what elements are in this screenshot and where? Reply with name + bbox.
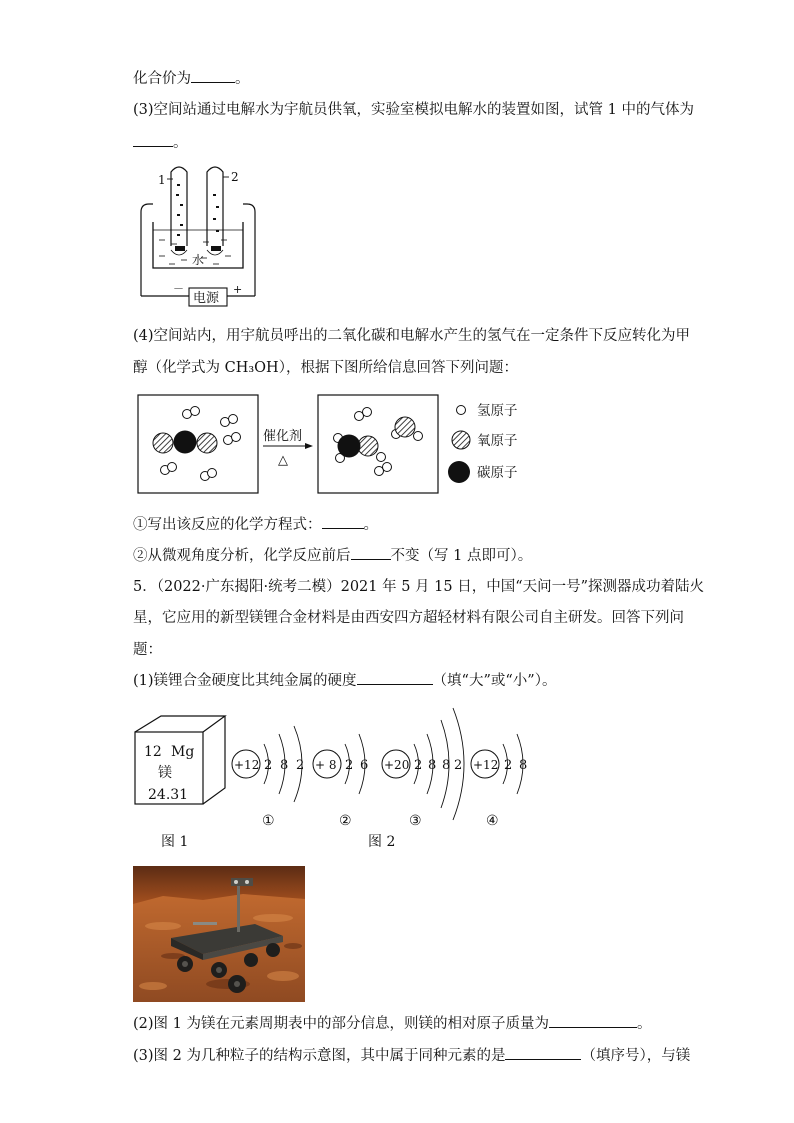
- figure-1-caption: 图 1: [161, 834, 189, 850]
- legend-oxygen: 氧原子: [477, 433, 518, 449]
- shell-electrons: 2: [454, 758, 463, 773]
- atomic-structure-figure: [133, 700, 533, 852]
- particle-label: ③: [409, 813, 422, 829]
- text-fragment: （填“大”或“小”）。: [432, 673, 557, 689]
- particle-label: ④: [486, 813, 499, 829]
- legend-carbon: 碳原子: [477, 465, 518, 481]
- water-label: 水: [192, 253, 205, 267]
- oxygen-atom-icon: [452, 431, 470, 449]
- text-line-1: [133, 68, 250, 89]
- problem-5-line-2: 星，它应用的新型镁锂合金材料是由西安四方超轻材料有限公司自主研发。回答下列问: [133, 610, 684, 626]
- atomic-mass: 24.31: [148, 787, 189, 803]
- shell-electrons: 2: [345, 758, 354, 773]
- answer-blank: [505, 1045, 581, 1060]
- particle-4: [471, 734, 527, 829]
- question-1: [133, 514, 378, 535]
- text-fragment: 化合价为: [133, 71, 191, 87]
- text-line-2: (3)空间站通过电解水为宇航员供氧，实验室模拟电解水的装置如图，试管 1 中的气体为: [133, 102, 694, 118]
- problem-5-line-1: 5．（2022·广东揭阳·统考二模）2021 年 5 月 15 日，中国“天问一号”探测器成功着陆火: [133, 579, 705, 595]
- answer-blank: [191, 68, 235, 83]
- catalyst-label: 催化剂: [263, 429, 303, 444]
- text-fragment: （填序号），与镁: [581, 1048, 691, 1064]
- element-card: [135, 716, 225, 804]
- shell-electrons: 2: [264, 758, 273, 773]
- answer-blank: [133, 132, 173, 147]
- plus-sign: +: [233, 283, 243, 296]
- element-name: 镁: [158, 765, 172, 781]
- text-fragment: (2)图 1 为镁在元素周期表中的部分信息，则镁的相对原子质量为: [133, 1016, 549, 1032]
- shell-electrons: 2: [504, 758, 513, 773]
- element-symbol: Mg: [171, 744, 195, 760]
- shell-electrons: 2: [296, 758, 305, 773]
- tube-1-label: 1: [158, 173, 166, 187]
- text-fragment: 。: [235, 71, 250, 87]
- particle-3: [382, 708, 464, 829]
- shell-electrons: 8: [519, 758, 528, 773]
- text-fragment: (3)图 2 为几种粒子的结构示意图，其中属于同种元素的是: [133, 1048, 506, 1064]
- text-fragment: (1)镁锂合金硬度比其纯金属的硬度: [133, 673, 357, 689]
- shell-electrons: 8: [280, 758, 289, 773]
- nucleus-charge: +12: [234, 758, 260, 772]
- particle-label: ②: [339, 813, 352, 829]
- shell-electrons: 2: [414, 758, 423, 773]
- atomic-number: 12: [144, 744, 162, 760]
- text-fragment: 。: [173, 135, 188, 151]
- sub-question-2: [133, 1013, 651, 1034]
- shell-electrons: 8: [428, 758, 437, 773]
- hydrogen-atom-icon: [457, 406, 466, 415]
- power-label: 电源: [193, 291, 220, 306]
- text-fragment: 。: [363, 517, 378, 533]
- particle-label: ①: [262, 813, 275, 829]
- answer-blank: [351, 545, 391, 560]
- answer-blank: [322, 514, 364, 529]
- particle-1: [232, 726, 304, 829]
- text-line-5: 醇（化学式为 CH₃OH），根据下图所给信息回答下列问题：: [133, 360, 518, 376]
- carbon-atom-icon: [448, 461, 470, 483]
- nucleus-charge: +20: [384, 758, 410, 772]
- text-fragment: 不变（写 1 点即可）。: [390, 548, 533, 564]
- mars-rover-photo: [133, 866, 305, 1002]
- answer-blank: [549, 1013, 637, 1028]
- minus-sign: －: [173, 282, 184, 295]
- heat-symbol: △: [278, 453, 288, 468]
- shell-electrons: 6: [360, 758, 369, 773]
- mars-rover-image: [133, 866, 305, 1002]
- question-2: [133, 545, 532, 566]
- particle-2: [313, 734, 368, 829]
- legend-hydrogen: 氢原子: [477, 403, 518, 419]
- text-line-4: (4)空间站内，用宇航员呼出的二氧化碳和电解水产生的氢气在一定条件下反应转化为甲: [133, 328, 691, 344]
- nucleus-charge: +12: [473, 758, 499, 772]
- text-fragment: ②从微观角度分析，化学反应前后: [133, 548, 351, 564]
- text-line-3: [133, 132, 188, 153]
- sub-question-3: [133, 1045, 690, 1066]
- shell-electrons: 8: [442, 758, 451, 773]
- text-fragment: 。: [636, 1016, 652, 1032]
- answer-blank: [357, 670, 433, 685]
- problem-5-line-3: 题：: [133, 642, 162, 658]
- reaction-diagram: [137, 394, 537, 496]
- nucleus-charge: + 8: [315, 758, 337, 772]
- tube-2-label: 2: [231, 170, 239, 184]
- electrolysis-diagram: [133, 160, 263, 310]
- text-fragment: ①写出该反应的化学方程式：: [133, 517, 322, 533]
- figure-2-caption: 图 2: [368, 834, 396, 850]
- sub-question-1: [133, 670, 556, 691]
